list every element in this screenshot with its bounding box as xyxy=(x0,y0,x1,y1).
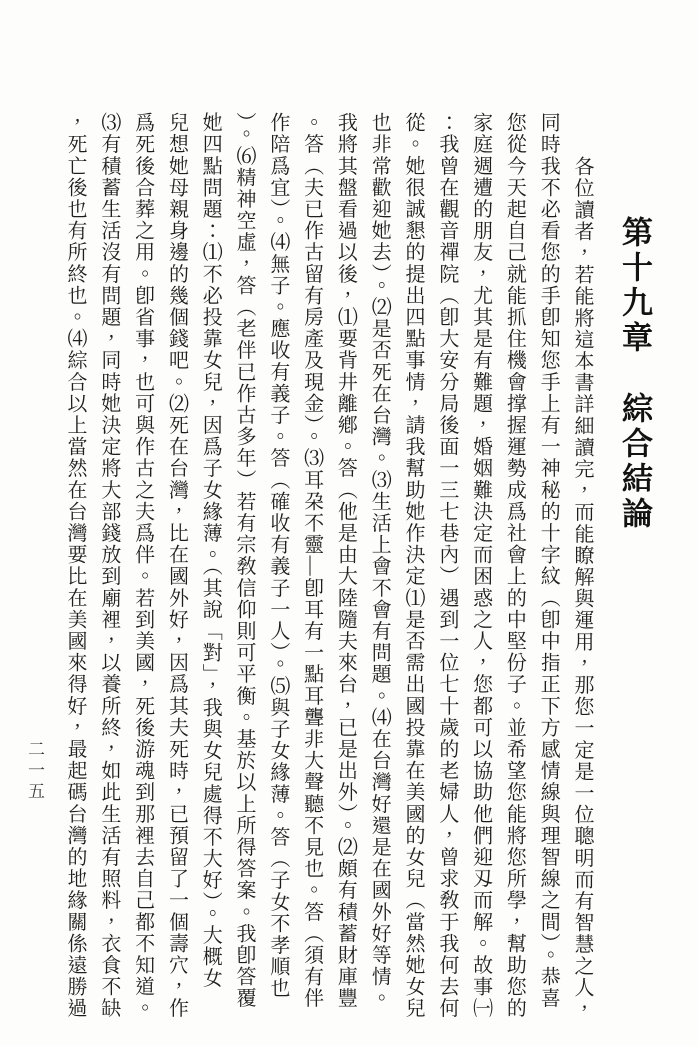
text-column: 作陪爲宜）。⑷無子。應收有義子。答（確收有義子一人）。⑸與子女緣薄。答（子女不孝順也 xyxy=(266,112,289,1000)
chapter-heading xyxy=(612,216,657,532)
text-column: 家庭週遭的朋友，尤其是有難題，婚姻難決定而困惑之人，您都可以協助他們迎刄而解。故事㈠ xyxy=(469,112,492,1020)
text-column: 從。她很誠懇的提出四點事情，請我幫助她作決定⑴是否需出國投靠在美國的女兒（當然她女兒 xyxy=(402,112,425,1020)
text-column: 我將其盤看過以後，⑴要背井離鄕。答（他是由大陸隨夫來台，已是出外）。⑵頗有積蓄財庫豐 xyxy=(334,112,357,1010)
text-column: 兒想她母親身邊的幾個錢吧。⑵死在台灣，比在國外好，因爲其夫死時，已預留了一個壽穴，作 xyxy=(165,112,188,1020)
body-text xyxy=(56,112,598,1032)
text-column: 她四點問題：⑴不必投靠女兒，因爲子女緣薄。（其說「對」，我與女兒處得不大好）。大概女 xyxy=(199,112,222,990)
text-column: 同時我不必看您的手卽知您手上有一神秘的十字紋（卽中指正下方感情線與理智線之間）。恭喜 xyxy=(537,112,560,1010)
text-column: ）。⑹精神空虛，答（老伴已作古多年）若有宗敎信仰則可平衡。基於以上所得答案。我卽答覆 xyxy=(233,112,256,1010)
text-column: 您從今天起自己就能抓住機會撑握運勢成爲社會上的中堅份子。並希望您能將您所學，幫助您的 xyxy=(503,112,526,1020)
text-column: ：我曾在觀音禪院（卽大安分局後面一三七巷內）遇到一位七十歲的老婦人，曾求敎于我何去何 xyxy=(435,112,458,1020)
chapter-title: 綜合結論 xyxy=(617,392,652,532)
text-column: ，死亡後也有所終也。⑷綜合以上當然在台灣要比在美國來得好，最起碼台灣的地緣關係遠勝過 xyxy=(64,112,87,1020)
text-column: 。答（夫已作古留有房產及現金）。⑶耳朶不靈—卽耳有一點耳聾非大聲聽不見也。答（須有伴 xyxy=(300,112,323,1010)
text-column: 爲死後合葬之用。卽省事，也可與作古之夫爲伴。若到美國，死後游魂到那裡去自己都不知道。 xyxy=(131,112,154,1020)
text-column: 各位讀者，若能將這本書詳細讀完，而能瞭解與運用，那您一定是一位聰明而有智慧之人， xyxy=(571,156,593,1020)
page-number: 二一五 xyxy=(25,740,44,803)
text-column: 也非常歡迎她去）。⑵是否死在台灣。⑶生活上會不會有問題。⑷在台灣好還是在國外好等情。 xyxy=(368,112,391,1010)
chapter-number: 第十九章 xyxy=(617,216,652,356)
text-column: ⑶有積蓄生活沒有問題，同時她決定將大部錢放到廟裡，以養所終，如此生活有照料，衣食不缺 xyxy=(97,112,120,1020)
